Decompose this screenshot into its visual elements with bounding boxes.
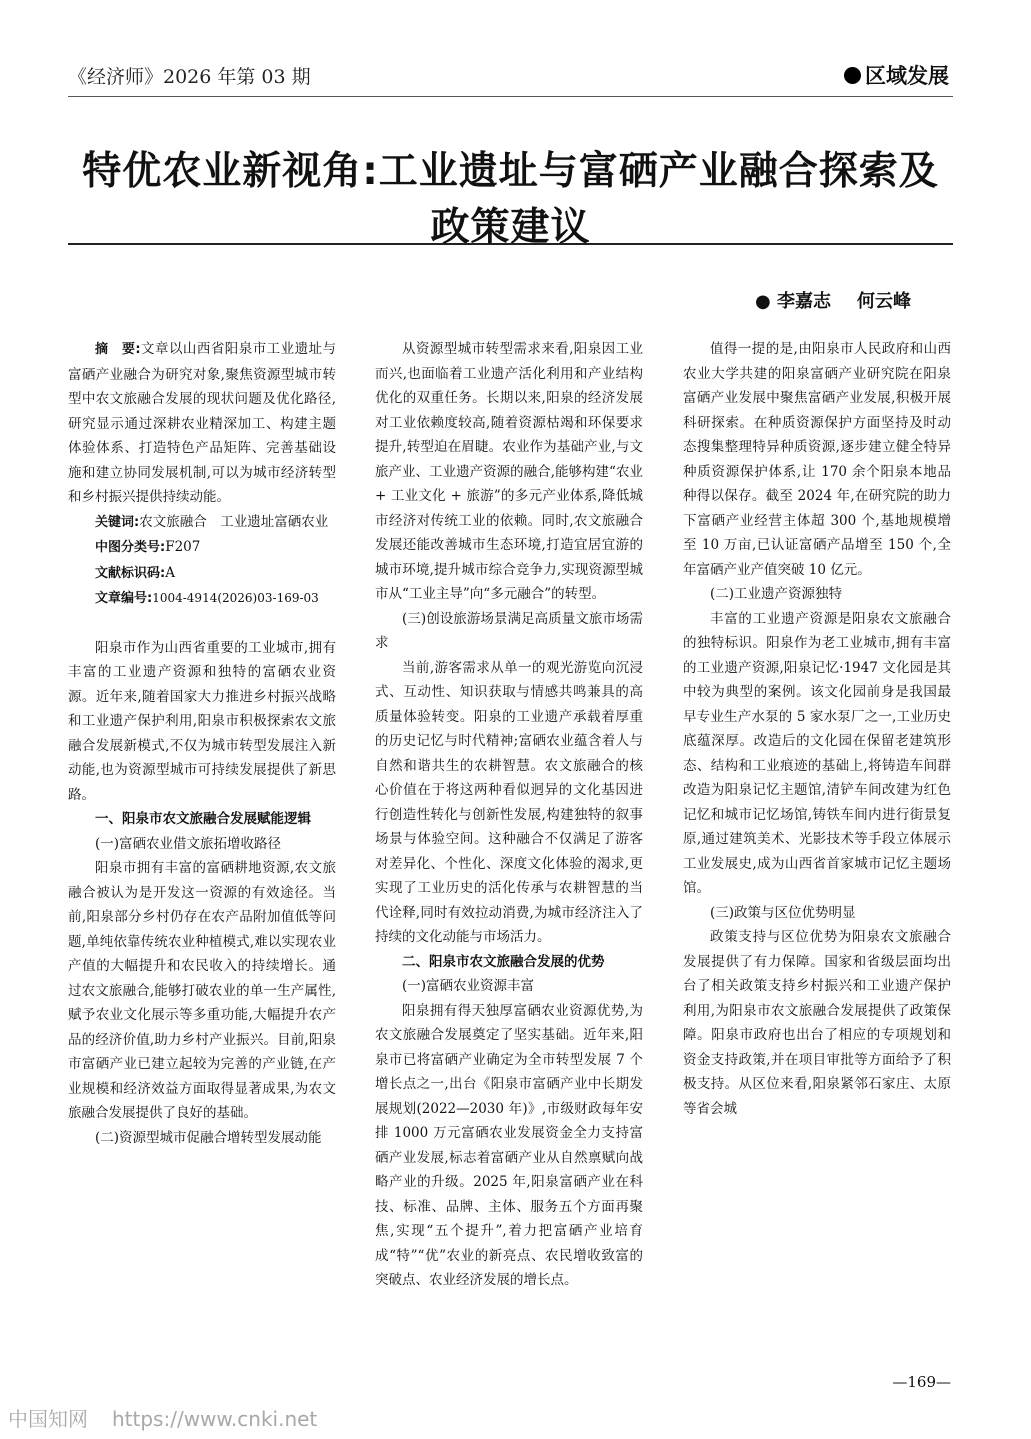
bullet-dot-icon [844,67,861,84]
page-number: —169— [892,1373,951,1391]
paragraph-4: 阳泉拥有得天独厚富硒农业资源优势,为农文旅融合发展奠定了坚实基础。近年来,阳泉市已将富硒产业确定为全市转型发展 7 个增长点之一,出台《阳泉市富硒产业中长期发展规划(2022—2030 年)》,市级财政每年安排 1000 万元富硒农业发展资金全力支持富硒产业发展,标志着富硒产业从自然禀赋向战略产业的升级。2025 年,阳泉富硒产业在科技、标准、品牌、主体、服务五个方面再聚焦,实现“五个提升”,着力把富硒产业培育成“特”“优”农业的新亮点、农民增收致富的突破点、农业经济发展的增长点。 [375,1002,643,1288]
cnki-watermark [8,1403,317,1432]
document-code [68,561,336,587]
paragraph-3: 当前,游客需求从单一的观光游览向沉浸式、互动性、知识获取与情感共鸣兼具的高质量体验转变。阳泉的工业遗产承载着厚重的历史记忆与时代精神;富硒农业蕴含着人与自然和谐共生的农耕智慧。农文旅融合的核心价值在于将这两种看似迥异的文化基因进行创造性转化与创新性发展,构建独特的叙事场景与体验空间。这种融合不仅满足了游客对差异化、个性化、深度文化体验的渴求,更实现了工业历史的活化传承与农耕智慧的当代诠释,同时有效拉动消费,为城市经济注入了持续的文化动能与市场活力。 [375,659,643,945]
abstract-text: 文章以山西省阳泉市工业遗址与富硒产业融合为研究对象,聚焦资源型城市转型中农文旅融合发展的现状问题及优化路径,研究显示通过深耕农业精深加工、构建主题体验体系、打造特色产品矩阵、完善基础设施和建立协同发展机制,可以为城市经济转型和乡村振兴提供持续动能。 [68,341,336,505]
column-1 [68,337,336,1150]
watermark-url: https://www.cnki.net [112,1407,318,1431]
column-3 [683,337,951,1121]
keywords [68,510,336,536]
article-title: 特优农业新视角:工业遗址与富硒产业融合探索及政策建议 [82,149,939,250]
paragraph-6: 丰富的工业遗产资源是阳泉农文旅融合的独特标识。阳泉作为老工业城市,拥有丰富的工业遗产资源,阳泉记忆·1947 文化园是其中较为典型的案例。该文化园前身是我国最早专业生产水泵的 5 家水泵厂之一,工业历史底蕴深厚。改造后的文化园在保留老建筑形态、结构和工业痕迹的基础上,将铸造车间群改造为阳泉记忆主题馆,清铲车间改建为红色记忆和城市记忆场馆,铸铁车间内进行街景复原,通过建筑美术、光影技术等手段立体展示工业发展史,成为山西省首家城市记忆主题场馆。 [683,610,951,896]
subheading-2-2: (二)工业遗产资源独特 [710,586,843,602]
doc-code-label: 文献标识码: [95,565,166,581]
paragraph-2: 从资源型城市转型需求来看,阳泉因工业而兴,也面临着工业遗产活化利用和产业结构优化的双重任务。长期以来,阳泉的经济发展对工业依赖度较高,随着资源枯竭和环保要求提升,转型迫在眉睫。农业作为基础产业,与文旅产业、工业遗产资源的融合,能够构建“农业 + 工业文化 + 旅游”的多元产业体系,降低城市经济对传统工业的依赖。同时,农文旅融合发展还能改善城市生态环境,打造宜居宜游的城市环境,提升城市综合竞争力,实现资源型城市从“工业主导”向“多元融合”的转型。 [375,341,643,602]
doc-code-value: A [165,564,175,581]
keywords-text: 农文旅融合 工业遗址富硒农业 [139,513,329,530]
abstract-label: 摘 要: [95,342,141,357]
section-heading-1: 一、阳泉市农文旅融合发展赋能逻辑 [95,811,311,827]
keywords-label: 关键词: [95,514,140,530]
article-no-label: 文章编号: [95,591,153,606]
subheading-1-3: (三)创设旅游场景满足高质量文旅市场需求 [375,610,643,651]
paragraph-7: 政策支持与区位优势为阳泉农文旅融合发展提供了有力保障。国家和省级层面均出台了相关政策支持乡村振兴和工业遗产保护利用,为阳泉市农文旅融合发展提供了政策保障。阳泉市政府也出台了相应的专项规划和资金支持政策,并在项目审批等方面给予了积极支持。从区位来看,阳泉紧邻石家庄、太原等省会城 [683,929,951,1117]
article-no-value: 1004-4914(2026)03-169-03 [152,591,319,605]
author-bullet: ● [755,291,771,312]
subheading-1-1: (一)富硒农业借文旅拓增收路径 [95,835,282,852]
author-1: 李嘉志 [777,291,831,312]
section-heading-2: 二、阳泉市农文旅融合发展的优势 [402,953,605,970]
section-name: 区域发展 [865,64,949,88]
subheading-1-2: (二)资源型城市促融合增转型发展动能 [95,1129,322,1146]
subheading-2-1: (一)富硒农业资源丰富 [402,978,535,994]
watermark-brand: 中国知网 [8,1407,88,1431]
section-label [844,60,949,90]
author-2: 何云峰 [857,291,911,312]
column-2 [375,337,643,1293]
clc-label: 中图分类号: [95,540,166,555]
clc-value: F207 [165,539,201,555]
paragraph-1: 阳泉市拥有丰富的富硒耕地资源,农文旅融合被认为是开发这一资源的有效途径。当前,阳泉部分乡村仍存在农产品附加值低等问题,单纯依靠传统农业种植模式,难以实现农业产值的大幅提升和农民收入的持续增长。通过农文旅融合,能够打破农业的单一生产属性,赋予农业文化展示等多重功能,大幅提升农产品的经济价值,助力乡村产业振兴。目前,阳泉市富硒产业已建立起较为完善的产业链,在产业规模和经济效益方面取得显著成果,为农文旅融合发展提供了良好的基础。 [68,860,336,1121]
author-line [755,287,911,313]
abstract [68,337,336,510]
article-number [68,586,336,612]
header-divider [68,96,953,97]
paragraph-5: 值得一提的是,由阳泉市人民政府和山西农业大学共建的阳泉富硒产业研究院在阳泉富硒产业发展中聚焦富硒产业发展,积极开展科研探索。在种质资源保护方面坚持及时动态搜集整理特异种质资源,逐步建立健全特异种质资源保护体系,让 170 余个阳泉本地品种得以保存。截至 2024 年,在研究院的助力下富硒产业经营主体超 300 个,基地规模增至 10 万亩,已认证富硒产品增至 150 个,全年富硒产业产值突破 10 亿元。 [683,341,951,578]
clc-number [68,535,336,561]
subheading-2-3: (三)政策与区位优势明显 [710,904,856,921]
intro-paragraph: 阳泉市作为山西省重要的工业城市,拥有丰富的工业遗产资源和独特的富硒农业资源。近年来,随着国家大力推进乡村振兴战略和工业遗产保护利用,阳泉市积极探索农文旅融合发展新模式,不仅为城市转型发展注入新动能,也为资源型城市可持续发展提供了新思路。 [68,639,336,803]
journal-issue: 《经济师》2026 年第 03 期 [68,66,311,88]
title-divider [68,243,953,245]
